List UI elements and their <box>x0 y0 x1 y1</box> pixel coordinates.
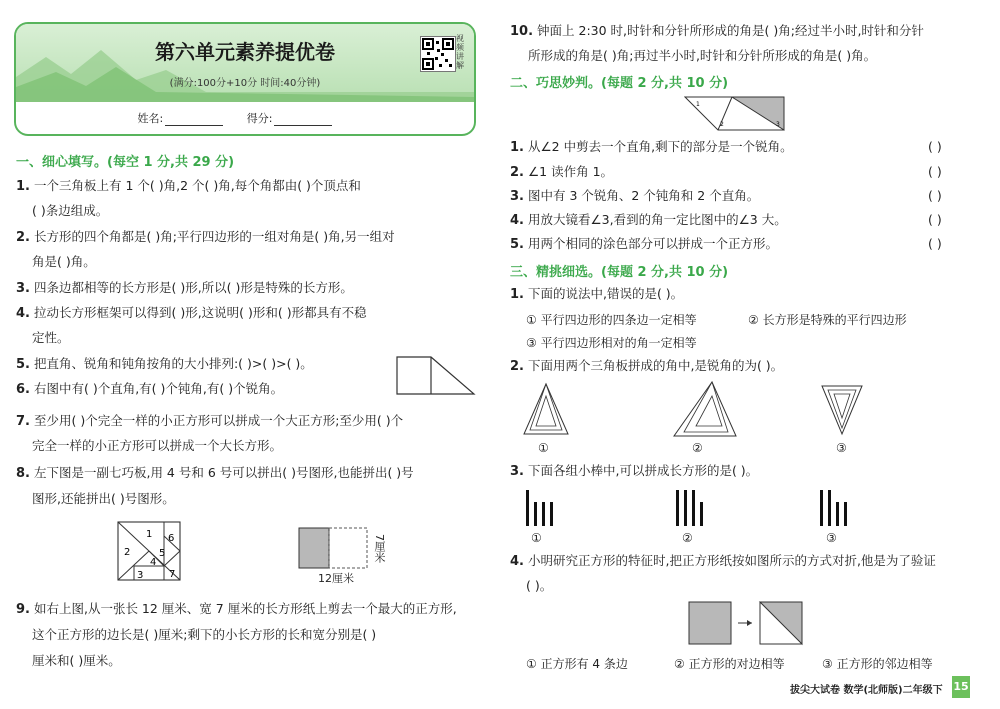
name-field[interactable] <box>165 115 223 126</box>
name-score-bar <box>16 110 474 126</box>
sticks-group-2 <box>674 488 704 528</box>
choice-1-option-1[interactable]: ① 平行四边形的四条边一定相等 <box>526 313 697 327</box>
angle-label-3: 3 <box>776 121 780 128</box>
angle-label-1: 1 <box>696 101 700 108</box>
question-9-cont: 这个正方形的边长是( )厘米;剩下的小长方形的长和宽分别是( ) <box>32 627 377 642</box>
choice-3-label-3[interactable]: ③ <box>826 531 837 545</box>
section-1-heading: 一、细心填写。(每空 1 分,共 29 分) <box>16 155 235 170</box>
triangle-set-1 <box>520 382 572 438</box>
q6-figure <box>396 356 476 396</box>
qr-label: 视频讲解 <box>456 34 464 70</box>
angle-label-2: 2 <box>720 121 724 128</box>
tangram-figure <box>117 521 183 583</box>
question-4: 4. 拉动长方形框架可以得到( )形,这说明( )形和( )形都具有不稳 <box>16 305 367 321</box>
choice-2: 2. 下面用两个三角板拼成的角中,是锐角的为( )。 <box>510 358 784 374</box>
tangram-label-4: 4 <box>150 557 157 568</box>
judgment-4: 4. 用放大镜看∠3,看到的角一定比图中的∠3 大。 <box>510 212 787 228</box>
judgment-5: 5. 用两个相同的涂色部分可以拼成一个正方形。 <box>510 236 778 252</box>
choice-4: 4. 小明研究正方形的特征时,把正方形纸按如图所示的方式对折,他是为了验证 <box>510 553 936 569</box>
question-5: 5. 把直角、锐角和钝角按角的大小排列:( )>( )>( )。 <box>16 356 313 372</box>
page-subtitle: (满分:100分+10分 时间:40分钟) <box>169 78 321 89</box>
choice-4-cont: ( )。 <box>526 578 553 593</box>
qr-code-icon[interactable] <box>420 36 456 72</box>
choice-2-label-3[interactable]: ③ <box>836 441 847 455</box>
question-3: 3. 四条边都相等的长方形是( )形,所以( )形是特殊的长方形。 <box>16 280 353 296</box>
question-10-cont: 所形成的角是( )角;再过半小时,时针和分针所形成的角是( )角。 <box>528 48 877 63</box>
page-title: 第六单元素养提优卷 <box>155 40 335 64</box>
question-8-cont: 图形,还能拼出( )号图形。 <box>32 491 175 506</box>
judgment-2-answer[interactable]: ( ) <box>928 164 942 179</box>
square-fold-figure <box>688 600 804 646</box>
choice-3: 3. 下面各组小棒中,可以拼成长方形的是( )。 <box>510 463 759 479</box>
choice-3-label-2[interactable]: ② <box>682 531 693 545</box>
tangram-label-3: 3 <box>137 570 144 581</box>
question-2-cont: 角是( )角。 <box>32 254 96 269</box>
question-8: 8. 左下图是一副七巧板,用 4 号和 6 号可以拼出( )号图形,也能拼出( )号 <box>16 465 414 481</box>
tangram-label-7: 7 <box>169 569 176 580</box>
question-4-cont: 定性。 <box>32 330 70 345</box>
question-6: 6. 右图中有( )个直角,有( )个钝角,有( )个锐角。 <box>16 381 284 397</box>
judgment-1-answer[interactable]: ( ) <box>928 139 942 154</box>
rect-width-label: 12厘米 <box>318 572 354 585</box>
question-1: 1. 一个三角板上有 1 个( )角,2 个( )角,每个角都由( )个顶点和 <box>16 178 361 194</box>
tangram-label-1: 1 <box>146 529 153 540</box>
footer-brand: 拔尖大试卷 数学(北师版)二年级下 <box>790 685 943 696</box>
choice-2-label-2[interactable]: ② <box>692 441 703 455</box>
question-7-cont: 完全一样的小正方形可以拼成一个大长方形。 <box>32 438 283 453</box>
sticks-group-3 <box>818 488 848 528</box>
judgment-4-answer[interactable]: ( ) <box>928 212 942 227</box>
judgment-figure <box>684 94 786 132</box>
judgment-1: 1. 从∠2 中剪去一个直角,剩下的部分是一个锐角。 <box>510 139 793 155</box>
choice-1-option-3[interactable]: ③ 平行四边形相对的角一定相等 <box>526 336 697 350</box>
left-page <box>0 0 490 709</box>
section-2-heading: 二、巧思妙判。(每题 2 分,共 10 分) <box>510 76 729 91</box>
tangram-label-2: 2 <box>124 547 131 558</box>
choice-4-option-3[interactable]: ③ 正方形的邻边相等 <box>822 657 933 671</box>
score-label: 得分: <box>246 112 273 125</box>
tangram-label-6: 6 <box>168 533 175 544</box>
triangle-set-3 <box>818 382 866 438</box>
question-9-cont2: 厘米和( )厘米。 <box>32 653 121 668</box>
question-7: 7. 至少用( )个完全一样的小正方形可以拼成一个大正方形;至少用( )个 <box>16 413 404 429</box>
choice-1-option-2[interactable]: ② 长方形是特殊的平行四边形 <box>748 313 907 327</box>
name-label: 姓名: <box>137 112 164 125</box>
score-field[interactable] <box>274 115 332 126</box>
judgment-2: 2. ∠1 读作角 1。 <box>510 164 614 180</box>
question-10: 10. 钟面上 2:30 时,时针和分针所形成的角是( )角;经过半小时,时针和分针 <box>510 23 924 39</box>
rect-height-label: 7厘米 <box>373 534 386 563</box>
judgment-3: 3. 图中有 3 个锐角、2 个钝角和 2 个直角。 <box>510 188 760 204</box>
judgment-5-answer[interactable]: ( ) <box>928 236 942 251</box>
choice-2-label-1[interactable]: ① <box>538 441 549 455</box>
page-number: 15 <box>952 676 970 698</box>
section-3-heading: 三、精挑细选。(每题 2 分,共 10 分) <box>510 265 729 280</box>
question-9: 9. 如右上图,从一张长 12 厘米、宽 7 厘米的长方形纸上剪去一个最大的正方形, <box>16 601 457 617</box>
question-1-cont: ( )条边组成。 <box>32 203 109 218</box>
header-banner <box>14 22 476 136</box>
question-2: 2. 长方形的四个角都是( )角;平行四边形的一组对角是( )角,另一组对 <box>16 229 395 245</box>
judgment-3-answer[interactable]: ( ) <box>928 188 942 203</box>
choice-3-label-1[interactable]: ① <box>531 531 542 545</box>
choice-4-option-1[interactable]: ① 正方形有 4 条边 <box>526 657 628 671</box>
choice-1: 1. 下面的说法中,错误的是( )。 <box>510 286 684 302</box>
triangle-set-2 <box>672 380 738 438</box>
choice-4-option-2[interactable]: ② 正方形的对边相等 <box>674 657 785 671</box>
tangram-label-5: 5 <box>159 548 166 559</box>
sticks-group-1 <box>524 488 554 528</box>
